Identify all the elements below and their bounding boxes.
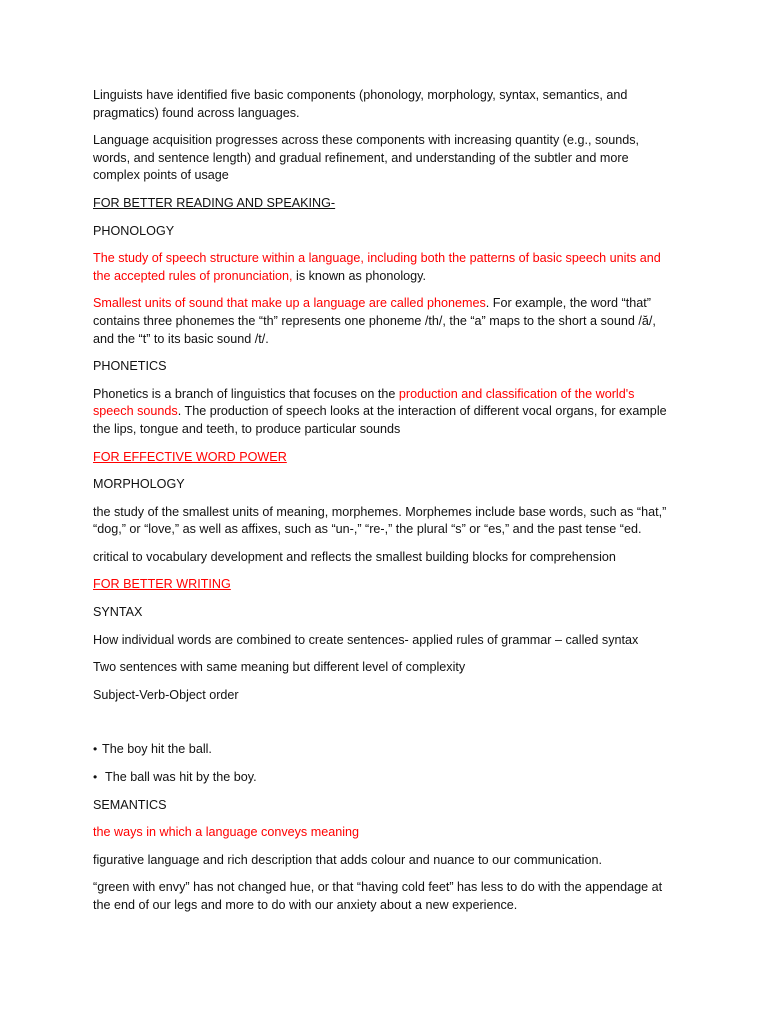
bullet-item-1 [93,741,678,759]
blank-line [93,714,678,741]
figurative-paragraph: figurative language and rich description that adds colour and nuance to our communication. [93,852,602,867]
bullet-item-2-text: The ball was hit by the boy. [105,770,257,785]
phonology-rest: is known as phonology. [292,268,427,283]
intro-paragraph: Linguists have identified five basic components (phonology, morphology, syntax, semantics, and pragmatics) found across languages. [93,88,628,120]
syntax-paragraph: How individual words are combined to create sentences- applied rules of grammar – called syntax [93,632,639,647]
heading-better-writing [93,576,678,594]
green-envy-paragraph: “green with envy” has not changed hue, or that “having cold feet” has less to do with the appendage at the end of our legs and more to do with our anxiety about a new experience. [93,880,663,912]
svo-paragraph: Subject-Verb-Object order [93,687,239,702]
heading-better-reading [93,195,678,213]
heading-syntax: SYNTAX [93,605,143,620]
bullet-dot-icon: • [93,770,98,785]
heading-better-writing-text: FOR BETTER WRITING [93,577,231,592]
bullet-item-2 [93,769,678,787]
phonetics-rest: . The production of speech looks at the interaction of different vocal organs, for example the lips, tongue and teeth, to produce particular sounds [93,404,667,436]
semantics-definition: the ways in which a language conveys meaning [93,825,360,840]
heading-phonology: PHONOLOGY [93,223,175,238]
phonetics-paragraph [93,386,678,439]
bullet-dot-icon: • [93,742,98,757]
acquisition-paragraph: Language acquisition progresses across these components with increasing quantity (e.g., sounds, words, and sentence length) and gradual refinement, and understanding of the subtler and more complex points of usage [93,133,640,183]
morphology-paragraph: the study of the smallest units of meaning, morphemes. Morphemes include base words, such as “hat,” “dog,” or “love,” as well as affixes, such as “un-,” “re-,” the plural “s” or “es,” and the past tense “ed. [93,504,667,537]
heading-phonetics: PHONETICS [93,359,167,374]
vocabulary-paragraph: critical to vocabulary development and reflects the smallest building blocks for comprehension [93,549,616,564]
phonemes-paragraph [93,295,678,348]
heading-better-reading-text: FOR BETTER READING AND SPEAKING- [93,195,336,210]
phonology-definition [93,250,678,285]
phonology-highlight: The study of speech structure within a language, including both the patterns of basic speech units and the accepted rules of pronunciation, [93,251,661,283]
heading-word-power [93,449,678,467]
heading-word-power-text: FOR EFFECTIVE WORD POWER [93,449,287,464]
heading-morphology: MORPHOLOGY [93,477,185,492]
phonemes-highlight: Smallest units of sound that make up a language are called phonemes [93,296,486,311]
phonemes-rest: . For example, the word “that” contains three phonemes the “th” represents one phoneme /th/, the “a” maps to the short a sound /ă/, and the “t” to its basic sound /t/. [93,296,656,346]
bullet-item-1-text: The boy hit the ball. [102,742,212,757]
phonetics-pre: Phonetics is a branch of linguistics that focuses on the [93,386,399,401]
two-sentences-paragraph: Two sentences with same meaning but different level of complexity [93,660,466,675]
document-page [93,87,678,925]
heading-semantics: SEMANTICS [93,797,167,812]
phonetics-highlight: production and classification of the world's speech sounds [93,386,635,419]
